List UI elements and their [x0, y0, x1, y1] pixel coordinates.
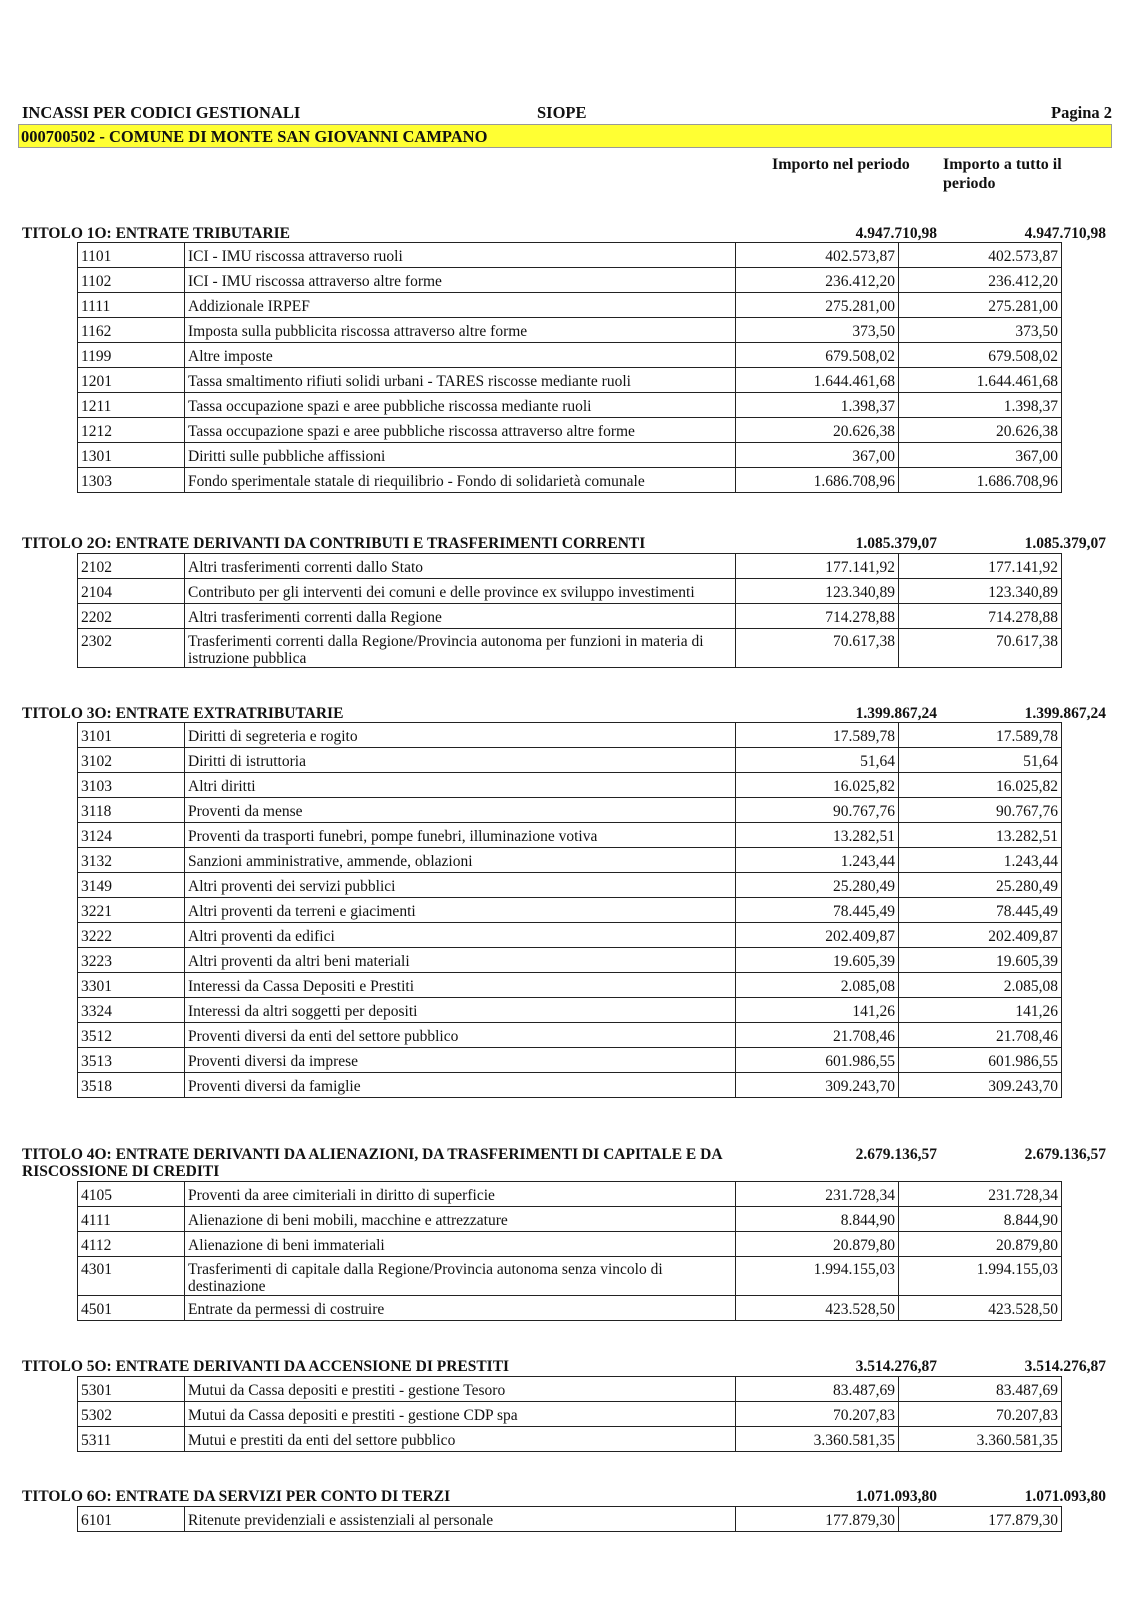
- section-table: [77, 722, 1062, 1098]
- section-title: TITOLO 3O: ENTRATE EXTRATRIBUTARIE: [22, 705, 344, 722]
- row-amount-tutto: 83.487,69: [899, 1377, 1062, 1402]
- section-table: [77, 553, 1062, 668]
- row-amount-periodo: 70.617,38: [736, 629, 899, 668]
- section-total-tutto: 1.071.093,80: [1024, 1488, 1106, 1505]
- table-row: [78, 393, 1062, 418]
- row-code: 3301: [78, 973, 185, 998]
- row-amount-tutto: 20.879,80: [899, 1232, 1062, 1257]
- row-description: Diritti di segreteria e rogito: [185, 723, 736, 748]
- row-amount-tutto: 2.085,08: [899, 973, 1062, 998]
- row-code: 3222: [78, 923, 185, 948]
- row-amount-tutto: 177.879,30: [899, 1507, 1062, 1532]
- row-amount-tutto: 177.141,92: [899, 554, 1062, 579]
- row-amount-periodo: 19.605,39: [736, 948, 899, 973]
- row-description: Diritti sulle pubbliche affissioni: [185, 443, 736, 468]
- section-total-periodo: 2.679.136,57: [855, 1146, 937, 1163]
- table-row: [78, 848, 1062, 873]
- row-code: 1199: [78, 343, 185, 368]
- row-description: Mutui da Cassa depositi e prestiti - gestione CDP spa: [185, 1402, 736, 1427]
- row-description: Trasferimenti correnti dalla Regione/Provincia autonoma per funzioni in materia di istruzione pubblica: [185, 629, 736, 668]
- row-code: 3124: [78, 823, 185, 848]
- table-row: [78, 1023, 1062, 1048]
- row-code: 3223: [78, 948, 185, 973]
- row-amount-periodo: 367,00: [736, 443, 899, 468]
- table-row: [78, 923, 1062, 948]
- section-total-tutto: 1.085.379,07: [1024, 535, 1106, 552]
- row-amount-tutto: 16.025,82: [899, 773, 1062, 798]
- row-amount-tutto: 679.508,02: [899, 343, 1062, 368]
- table-row: [78, 798, 1062, 823]
- row-code: 1111: [78, 293, 185, 318]
- row-amount-periodo: 202.409,87: [736, 923, 899, 948]
- row-description: Mutui e prestiti da enti del settore pubblico: [185, 1427, 736, 1452]
- row-amount-tutto: 70.207,83: [899, 1402, 1062, 1427]
- row-amount-tutto: 202.409,87: [899, 923, 1062, 948]
- table-row: [78, 1073, 1062, 1098]
- section-title: TITOLO 1O: ENTRATE TRIBUTARIE: [22, 225, 291, 242]
- row-code: 2202: [78, 604, 185, 629]
- row-description: Mutui da Cassa depositi e prestiti - gestione Tesoro: [185, 1377, 736, 1402]
- row-amount-periodo: 177.141,92: [736, 554, 899, 579]
- row-amount-periodo: 83.487,69: [736, 1377, 899, 1402]
- row-code: 3513: [78, 1048, 185, 1073]
- row-amount-periodo: 8.844,90: [736, 1207, 899, 1232]
- row-amount-periodo: 1.994.155,03: [736, 1257, 899, 1296]
- row-description: Altri proventi da terreni e giacimenti: [185, 898, 736, 923]
- row-description: Diritti di istruttoria: [185, 748, 736, 773]
- row-description: Tassa occupazione spazi e aree pubbliche riscossa mediante ruoli: [185, 393, 736, 418]
- section-title: TITOLO 6O: ENTRATE DA SERVIZI PER CONTO DI TERZI: [22, 1488, 451, 1505]
- row-amount-tutto: 8.844,90: [899, 1207, 1062, 1232]
- section-total-periodo: 4.947.710,98: [855, 225, 937, 242]
- row-amount-periodo: 20.879,80: [736, 1232, 899, 1257]
- section-total-periodo: 1.085.379,07: [855, 535, 937, 552]
- table-row: [78, 554, 1062, 579]
- section-total-tutto: 4.947.710,98: [1024, 225, 1106, 242]
- report-header: [22, 103, 1112, 123]
- row-description: Alienazione di beni immateriali: [185, 1232, 736, 1257]
- row-description: Trasferimenti di capitale dalla Regione/Provincia autonoma senza vincolo di destinazione: [185, 1257, 736, 1296]
- row-code: 4301: [78, 1257, 185, 1296]
- row-description: Addizionale IRPEF: [185, 293, 736, 318]
- row-description: Altri diritti: [185, 773, 736, 798]
- row-amount-periodo: 373,50: [736, 318, 899, 343]
- section-table: [77, 1376, 1062, 1452]
- row-amount-tutto: 1.398,37: [899, 393, 1062, 418]
- row-amount-periodo: 78.445,49: [736, 898, 899, 923]
- row-amount-periodo: 231.728,34: [736, 1182, 899, 1207]
- row-amount-tutto: 141,26: [899, 998, 1062, 1023]
- row-amount-tutto: 90.767,76: [899, 798, 1062, 823]
- row-code: 4105: [78, 1182, 185, 1207]
- row-amount-periodo: 1.644.461,68: [736, 368, 899, 393]
- row-amount-periodo: 3.360.581,35: [736, 1427, 899, 1452]
- row-amount-periodo: 679.508,02: [736, 343, 899, 368]
- row-code: 2102: [78, 554, 185, 579]
- table-row: [78, 748, 1062, 773]
- row-description: Contributo per gli interventi dei comuni e delle province ex sviluppo investimenti: [185, 579, 736, 604]
- row-amount-tutto: 423.528,50: [899, 1296, 1062, 1321]
- row-amount-periodo: 1.686.708,96: [736, 468, 899, 493]
- row-code: 4112: [78, 1232, 185, 1257]
- row-description: Sanzioni amministrative, ammende, oblazioni: [185, 848, 736, 873]
- row-description: Altri proventi da edifici: [185, 923, 736, 948]
- row-description: ICI - IMU riscossa attraverso ruoli: [185, 243, 736, 268]
- row-amount-periodo: 309.243,70: [736, 1073, 899, 1098]
- row-amount-tutto: 17.589,78: [899, 723, 1062, 748]
- row-amount-tutto: 1.644.461,68: [899, 368, 1062, 393]
- row-code: 3324: [78, 998, 185, 1023]
- row-amount-periodo: 51,64: [736, 748, 899, 773]
- row-amount-periodo: 70.207,83: [736, 1402, 899, 1427]
- ente-banner: 000700502 - COMUNE DI MONTE SAN GIOVANNI CAMPANO: [18, 124, 1112, 148]
- row-description: Altri trasferimenti correnti dallo Stato: [185, 554, 736, 579]
- row-code: 1101: [78, 243, 185, 268]
- table-row: [78, 318, 1062, 343]
- row-amount-periodo: 141,26: [736, 998, 899, 1023]
- row-amount-periodo: 13.282,51: [736, 823, 899, 848]
- row-amount-periodo: 20.626,38: [736, 418, 899, 443]
- row-amount-tutto: 3.360.581,35: [899, 1427, 1062, 1452]
- table-row: [78, 443, 1062, 468]
- table-row: [78, 998, 1062, 1023]
- row-code: 1303: [78, 468, 185, 493]
- table-row: [78, 629, 1062, 668]
- row-amount-tutto: 367,00: [899, 443, 1062, 468]
- row-amount-tutto: 601.986,55: [899, 1048, 1062, 1073]
- table-row: [78, 723, 1062, 748]
- section-total-tutto: 1.399.867,24: [1024, 705, 1106, 722]
- table-row: [78, 948, 1062, 973]
- row-code: 5301: [78, 1377, 185, 1402]
- row-description: Proventi da mense: [185, 798, 736, 823]
- column-header-periodo: Importo nel periodo: [772, 156, 910, 173]
- row-amount-periodo: 1.398,37: [736, 393, 899, 418]
- row-amount-tutto: 21.708,46: [899, 1023, 1062, 1048]
- row-amount-tutto: 1.686.708,96: [899, 468, 1062, 493]
- row-description: Proventi diversi da enti del settore pubblico: [185, 1023, 736, 1048]
- row-description: Imposta sulla pubblicita riscossa attraverso altre forme: [185, 318, 736, 343]
- row-code: 2302: [78, 629, 185, 668]
- row-code: 1201: [78, 368, 185, 393]
- row-amount-tutto: 1.243,44: [899, 848, 1062, 873]
- section-title: TITOLO 5O: ENTRATE DERIVANTI DA ACCENSIONE DI PRESTITI: [22, 1358, 510, 1375]
- row-description: Interessi da Cassa Depositi e Prestiti: [185, 973, 736, 998]
- section-total-tutto: 2.679.136,57: [1024, 1146, 1106, 1163]
- row-code: 1102: [78, 268, 185, 293]
- row-description: Altre imposte: [185, 343, 736, 368]
- row-amount-tutto: 19.605,39: [899, 948, 1062, 973]
- row-amount-periodo: 25.280,49: [736, 873, 899, 898]
- row-description: Proventi diversi da imprese: [185, 1048, 736, 1073]
- row-code: 3132: [78, 848, 185, 873]
- row-amount-periodo: 1.243,44: [736, 848, 899, 873]
- row-description: Tassa occupazione spazi e aree pubbliche riscossa attraverso altre forme: [185, 418, 736, 443]
- table-row: [78, 1377, 1062, 1402]
- row-description: Proventi diversi da famiglie: [185, 1073, 736, 1098]
- row-description: Altri trasferimenti correnti dalla Regione: [185, 604, 736, 629]
- row-amount-tutto: 20.626,38: [899, 418, 1062, 443]
- section-table: [77, 1181, 1062, 1321]
- row-description: Altri proventi da altri beni materiali: [185, 948, 736, 973]
- row-amount-periodo: 17.589,78: [736, 723, 899, 748]
- table-row: [78, 1507, 1062, 1532]
- section-title: TITOLO 2O: ENTRATE DERIVANTI DA CONTRIBUTI E TRASFERIMENTI CORRENTI: [22, 535, 646, 552]
- row-amount-tutto: 714.278,88: [899, 604, 1062, 629]
- row-code: 1211: [78, 393, 185, 418]
- row-amount-tutto: 51,64: [899, 748, 1062, 773]
- table-row: [78, 873, 1062, 898]
- row-description: ICI - IMU riscossa attraverso altre forme: [185, 268, 736, 293]
- row-amount-tutto: 70.617,38: [899, 629, 1062, 668]
- row-amount-tutto: 236.412,20: [899, 268, 1062, 293]
- row-amount-tutto: 25.280,49: [899, 873, 1062, 898]
- row-amount-tutto: 402.573,87: [899, 243, 1062, 268]
- row-description: Entrate da permessi di costruire: [185, 1296, 736, 1321]
- row-amount-tutto: 275.281,00: [899, 293, 1062, 318]
- table-row: [78, 973, 1062, 998]
- row-amount-periodo: 275.281,00: [736, 293, 899, 318]
- report-source: SIOPE: [537, 103, 587, 122]
- table-row: [78, 1182, 1062, 1207]
- table-row: [78, 268, 1062, 293]
- column-header-tutto: Importo a tutto il periodo: [943, 156, 1062, 192]
- row-code: 2104: [78, 579, 185, 604]
- table-row: [78, 293, 1062, 318]
- table-row: [78, 1402, 1062, 1427]
- row-amount-periodo: 177.879,30: [736, 1507, 899, 1532]
- row-amount-periodo: 236.412,20: [736, 268, 899, 293]
- row-amount-tutto: 78.445,49: [899, 898, 1062, 923]
- row-code: 3512: [78, 1023, 185, 1048]
- row-code: 4111: [78, 1207, 185, 1232]
- table-row: [78, 1427, 1062, 1452]
- table-row: [78, 1296, 1062, 1321]
- row-amount-tutto: 123.340,89: [899, 579, 1062, 604]
- row-code: 5302: [78, 1402, 185, 1427]
- table-row: [78, 604, 1062, 629]
- table-row: [78, 418, 1062, 443]
- row-description: Proventi da aree cimiteriali in diritto di superficie: [185, 1182, 736, 1207]
- section-total-tutto: 3.514.276,87: [1024, 1358, 1106, 1375]
- table-row: [78, 898, 1062, 923]
- row-code: 3518: [78, 1073, 185, 1098]
- table-row: [78, 343, 1062, 368]
- section-table: [77, 242, 1062, 493]
- table-row: [78, 243, 1062, 268]
- row-amount-periodo: 16.025,82: [736, 773, 899, 798]
- row-amount-periodo: 2.085,08: [736, 973, 899, 998]
- section-title: TITOLO 4O: ENTRATE DERIVANTI DA ALIENAZIONI, DA TRASFERIMENTI DI CAPITALE E DA RISCOSSIONE DI CREDITI: [22, 1146, 722, 1180]
- row-code: 1212: [78, 418, 185, 443]
- row-amount-tutto: 373,50: [899, 318, 1062, 343]
- table-row: [78, 368, 1062, 393]
- row-code: 3102: [78, 748, 185, 773]
- row-code: 1162: [78, 318, 185, 343]
- row-amount-tutto: 231.728,34: [899, 1182, 1062, 1207]
- row-description: Alienazione di beni mobili, macchine e attrezzature: [185, 1207, 736, 1232]
- row-code: 3118: [78, 798, 185, 823]
- row-description: Tassa smaltimento rifiuti solidi urbani - TARES riscosse mediante ruoli: [185, 368, 736, 393]
- section-total-periodo: 3.514.276,87: [855, 1358, 937, 1375]
- row-code: 3221: [78, 898, 185, 923]
- table-row: [78, 1048, 1062, 1073]
- row-code: 3101: [78, 723, 185, 748]
- table-row: [78, 579, 1062, 604]
- row-amount-tutto: 309.243,70: [899, 1073, 1062, 1098]
- table-row: [78, 1207, 1062, 1232]
- row-amount-tutto: 1.994.155,03: [899, 1257, 1062, 1296]
- row-description: Altri proventi dei servizi pubblici: [185, 873, 736, 898]
- row-amount-periodo: 423.528,50: [736, 1296, 899, 1321]
- row-description: Interessi da altri soggetti per depositi: [185, 998, 736, 1023]
- table-row: [78, 1257, 1062, 1296]
- row-amount-periodo: 601.986,55: [736, 1048, 899, 1073]
- section-total-periodo: 1.071.093,80: [855, 1488, 937, 1505]
- row-amount-periodo: 714.278,88: [736, 604, 899, 629]
- row-amount-periodo: 402.573,87: [736, 243, 899, 268]
- table-row: [78, 468, 1062, 493]
- row-description: Ritenute previdenziali e assistenziali al personale: [185, 1507, 736, 1532]
- row-amount-tutto: 13.282,51: [899, 823, 1062, 848]
- row-code: 3103: [78, 773, 185, 798]
- table-row: [78, 1232, 1062, 1257]
- row-amount-periodo: 90.767,76: [736, 798, 899, 823]
- row-amount-periodo: 123.340,89: [736, 579, 899, 604]
- row-code: 4501: [78, 1296, 185, 1321]
- row-code: 3149: [78, 873, 185, 898]
- row-amount-periodo: 21.708,46: [736, 1023, 899, 1048]
- row-description: Proventi da trasporti funebri, pompe funebri, illuminazione votiva: [185, 823, 736, 848]
- section-total-periodo: 1.399.867,24: [855, 705, 937, 722]
- table-row: [78, 823, 1062, 848]
- row-description: Fondo sperimentale statale di riequilibrio - Fondo di solidarietà comunale: [185, 468, 736, 493]
- section-table: [77, 1506, 1062, 1532]
- page-number: Pagina 2: [1051, 103, 1112, 122]
- report-title: INCASSI PER CODICI GESTIONALI: [22, 103, 301, 122]
- table-row: [78, 773, 1062, 798]
- row-code: 6101: [78, 1507, 185, 1532]
- row-code: 5311: [78, 1427, 185, 1452]
- row-code: 1301: [78, 443, 185, 468]
